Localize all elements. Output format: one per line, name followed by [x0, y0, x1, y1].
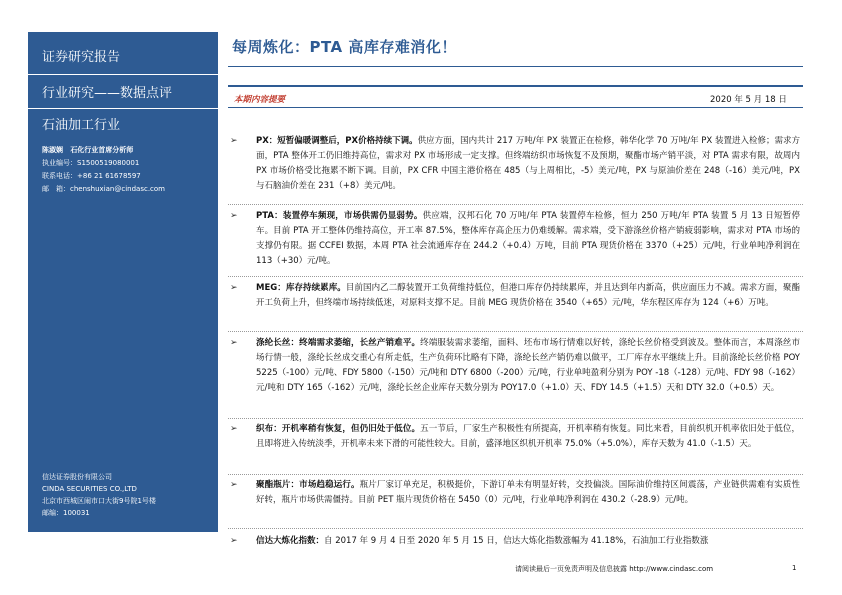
- company-postcode: 邮编：100031: [42, 509, 90, 517]
- bullet-separator: [228, 528, 803, 529]
- sidebar-divider: [28, 108, 218, 109]
- bullet-lead: 织布：开机率稍有恢复，但仍旧处于低位。: [256, 424, 421, 434]
- sidebar: [28, 32, 218, 532]
- section-bottom-rule: [228, 107, 803, 108]
- analyst-name: 陈淑娴: [42, 146, 63, 154]
- analyst-info: [42, 145, 133, 156]
- bullet-body: 供应方面，国内共计 217 万吨/年 PX 装置正在检修，韩华化学 70 万吨/年 PX 装置进入检修；需求方面，PTA 整体开工仍旧维持高位，需求对 PX 市场形成一定支撑。但终端纺织市场恢复不及预期，聚酯市场产销平淡，对 PTA 需求有限，故周内 PX 市场价格受比拖累不断下调。目前，PX CFR 中国主港价格在 485（与上周相比，-5）美元/吨，PX 与原油价差在 248（-16）美元/吨，PX 与石脑油价差在 231（+8）美元/吨。: [256, 136, 800, 191]
- analyst-title: 石化行业首席分析师: [70, 146, 134, 154]
- bullet-lead: 聚酯瓶片：市场趋稳运行。: [256, 480, 360, 490]
- company-address: 北京市西城区闹市口大街9号院1号楼: [42, 497, 156, 505]
- sidebar-divider: [28, 74, 218, 75]
- bullet-cinda-index: [230, 534, 800, 549]
- bullet-body: 供应端，汉邦石化 70 万吨/年 PTA 装置停车检修，恒力 250 万吨/年 PTA 装置 5 月 13 日短暂停车。目前 PTA 开工整体仍维持高位，开工率 87.5%，整体库存高企压力仍难缓解。需求端，受下游涤丝价格产销疲弱影响，需求对 PTA 市场的支撑仍有限。据 CCFEI 数据，本周 PTA 社会流通库存在 244.2（+0.4）万吨，目前 PTA 现货价格在 3370（+25）元/吨，行业单吨净利润在 113（+30）元/吨。: [256, 211, 800, 266]
- arrow-bullet-icon: ➢: [230, 424, 238, 434]
- arrow-bullet-icon: ➢: [230, 211, 238, 221]
- bullet-body: 终端服装需求萎缩，面料、坯布市场行情难以好转，涤纶长丝价格受到波及。整体而言，本周涤丝市场行情一般，涤纶长丝成交重心有所走低，生产负荷环比略有下降，涤纶长丝产销仍难以做平，工厂库存水平继续上升。目前涤纶长丝价格 POY 5225（-100）元/吨、FDY 5800（-150）元/吨和 DTY 6800（-200）元/吨，行业单吨盈利分别为 POY -18（-128）元/吨、FDY 98（-162）元/吨和 DTY 165（-162）元/吨，涤纶长丝企业库存天数分别为 POY17.0（+1.0）天、FDY 14.5（+1.5）天和 DTY 32.0（+0.5）天。: [256, 338, 800, 393]
- company-name-en: CINDA SECURITIES CO.,LTD: [42, 485, 137, 493]
- arrow-bullet-icon: ➢: [230, 536, 238, 546]
- license-number: 执业编号：S1500519080001: [42, 159, 140, 167]
- arrow-bullet-icon: ➢: [230, 136, 238, 146]
- page-number: 1: [792, 564, 797, 572]
- bullet-separator: [228, 331, 803, 332]
- bullet-separator: [228, 276, 803, 277]
- arrow-bullet-icon: ➢: [230, 480, 238, 490]
- industry-heading: 石油加工行业: [42, 118, 121, 133]
- contact-email[interactable]: 邮 箱：chenshuxian@cindasc.com: [42, 185, 165, 193]
- bullet-body: 目前国内乙二醇装置开工负荷维持低位，但港口库存仍持续累库，并且达到年内新高，供应面压力不减。需求方面，聚酯开工负荷上升，但终端市场持续低迷，对原料支撑不足。目前 MEG 现货价格在 3540（+65）元/吨，华东程区库存为 124（+6）万吨。: [256, 283, 800, 308]
- section-top-rule: [228, 85, 803, 87]
- bullet-lead: PX：短暂偏暖调整后，PX价格持续下调。: [256, 136, 418, 146]
- report-title: 每周炼化：PTA 高库存难消化！: [232, 38, 457, 56]
- report-date: 2020 年 5 月 18 日: [710, 95, 787, 105]
- title-underline: [228, 66, 803, 67]
- bullet-body: 五一节后，厂家生产积极性有所提高，开机率稍有恢复。同比来看，目前织机开机率依旧处于低位，且即将进入传统淡季，开机率未来下滑的可能性较大。目前，盛泽地区织机开机率 75.0%（+5.0%），库存天数为 41.0（-1.5）天。: [256, 424, 800, 449]
- bullet-separator: [228, 474, 803, 475]
- bullet-lead: MEG：库存持续累库。: [256, 283, 346, 293]
- bullet-body: 自 2017 年 9 月 4 日至 2020 年 5 月 15 日，信达大炼化指数涨幅为 41.18%，石油加工行业指数涨: [324, 536, 709, 546]
- bullet-body: 瓶片厂家订单充足，积极挺价，下游订单未有明显好转，交投偏淡。国际油价维持区间震荡，产业链供需难有实质性好转，瓶片市场供需僵持。目前 PET 瓶片现货价格在 5450（0）元/吨，行业单吨净利润在 430.2（-28.9）元/吨。: [256, 480, 800, 505]
- company-name-cn: 信达证券股份有限公司: [42, 473, 112, 481]
- contact-phone: 联系电话：+86 21 61678597: [42, 172, 141, 180]
- footer-disclaimer[interactable]: 请阅读最后一页免责声明及信息披露 http://www.cindasc.com: [515, 565, 714, 573]
- bullet-separator: [228, 204, 803, 205]
- bullet-lead: 涤纶长丝：终端需求萎缩，长丝产销难平。: [256, 338, 421, 348]
- bullet-lead: 信达大炼化指数：: [256, 536, 325, 546]
- report-type-heading: 证券研究报告: [42, 50, 121, 65]
- arrow-bullet-icon: ➢: [230, 338, 238, 348]
- report-category-heading: 行业研究——数据点评: [42, 86, 173, 101]
- bullet-lead: PTA：装置停车频现，市场供需仍显弱势。: [256, 211, 423, 221]
- bullet-separator: [228, 418, 803, 419]
- arrow-bullet-icon: ➢: [230, 283, 238, 293]
- section-label: 本期内容提要: [234, 95, 286, 105]
